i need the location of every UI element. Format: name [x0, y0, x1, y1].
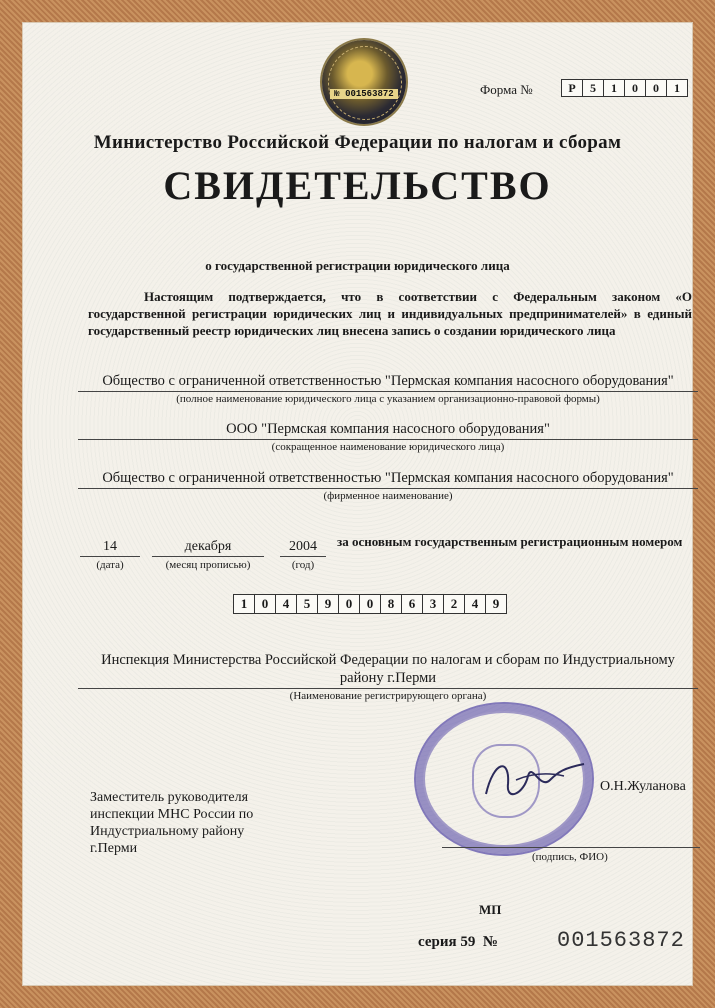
reg-month-value: декабря	[184, 539, 232, 554]
handwritten-signature	[480, 750, 590, 810]
authority-caption: (Наименование регистрирующего органа)	[289, 690, 487, 702]
firm-name-caption: (фирменное наименование)	[323, 490, 453, 502]
certificate-sheet	[22, 22, 693, 986]
reg-year-rule	[280, 556, 326, 557]
certificate-number: 001563872	[557, 928, 685, 953]
form-label: Форма №	[480, 82, 533, 97]
reg-day-caption: (дата)	[96, 559, 124, 571]
form-code-cell: 0	[645, 79, 667, 97]
authority-name-line2: району г.Перми	[339, 670, 437, 686]
reg-day-rule	[80, 556, 140, 557]
ogrn-digit: 6	[401, 594, 423, 614]
number-sign: №	[482, 934, 498, 950]
position-line: инспекции МНС России по	[90, 807, 254, 822]
short-name-rule	[78, 439, 698, 440]
authority-rule	[78, 688, 698, 689]
ogrn-digit: 0	[254, 594, 276, 614]
ogrn-digit: 9	[485, 594, 507, 614]
series-value: 59	[460, 934, 476, 950]
position-line: г.Перми	[90, 841, 138, 856]
authority-name-line1: Инспекция Министерства Российской Федерации по налогам и сборам по Индустриальному	[101, 652, 675, 668]
ogrn-digit: 3	[422, 594, 444, 614]
full-name-value: Общество с ограниченной ответственностью "Пермская компания насосного оборудования"	[102, 373, 674, 389]
reg-year-caption: (год)	[291, 559, 315, 571]
full-name-rule	[78, 391, 698, 392]
signatory-name: О.Н.Жуланова	[600, 779, 686, 794]
firm-name-rule	[78, 488, 698, 489]
ogrn-number	[234, 594, 507, 614]
reg-day-value: 14	[103, 539, 117, 554]
ogrn-digit: 4	[275, 594, 297, 614]
ogrn-digit: 0	[359, 594, 381, 614]
form-code-cell: Р	[561, 79, 583, 97]
firm-name-value: Общество с ограниченной ответственностью "Пермская компания насосного оборудования"	[102, 470, 674, 486]
reg-year-value: 2004	[289, 539, 317, 554]
reg-month-rule	[152, 556, 264, 557]
certificate-title: СВИДЕТЕЛЬСТВО	[163, 163, 552, 208]
short-name-value: ООО "Пермская компания насосного оборудования"	[226, 421, 550, 437]
authority-field	[78, 651, 698, 689]
series-line	[418, 934, 498, 951]
full-name-caption: (полное наименование юридического лица с указанием организационно-правовой формы)	[176, 393, 600, 405]
ministry-heading: Министерство Российской Федерации по налогам и сборам	[93, 132, 622, 153]
ogrn-digit: 8	[380, 594, 402, 614]
short-name-caption: (сокращенное наименование юридического лица)	[271, 441, 505, 453]
certificate-subtitle: о государственной регистрации юридического лица	[205, 258, 510, 273]
ogrn-digit: 4	[464, 594, 486, 614]
reg-month-caption: (месяц прописью)	[165, 559, 251, 571]
hologram-seal	[322, 40, 406, 124]
signatory-position	[90, 789, 290, 857]
statement-body: Настоящим подтверждается, что в соответствии с Федеральным законом «О государственной регистрации юридических лиц и индивидуальных предпринимателей» в единый государственный реестр юридических лиц внесена запись о создании юридического лица	[88, 289, 692, 338]
form-code	[562, 79, 688, 97]
reg-month	[152, 539, 264, 557]
signature-rule	[442, 847, 700, 848]
ogrn-digit: 0	[338, 594, 360, 614]
seal-place-label: МП	[479, 902, 502, 917]
reg-year	[280, 539, 326, 557]
hologram-ring	[328, 46, 402, 120]
full-name-field	[78, 373, 698, 392]
reg-day	[80, 539, 140, 557]
signature-caption: (подпись, ФИО)	[532, 851, 608, 863]
ogrn-digit: 1	[233, 594, 255, 614]
form-code-cell: 0	[624, 79, 646, 97]
ogrn-digit: 5	[296, 594, 318, 614]
firm-name-field	[78, 470, 698, 489]
hologram-number: № 001563872	[330, 89, 398, 99]
short-name-field	[78, 421, 698, 440]
main-reg-number-label: за основным государственным регистрационным номером	[337, 534, 683, 549]
series-label: серия	[418, 934, 457, 950]
statement-text	[88, 288, 692, 339]
ogrn-digit: 2	[443, 594, 465, 614]
form-code-cell: 1	[666, 79, 688, 97]
ogrn-digit: 9	[317, 594, 339, 614]
form-code-cell: 1	[603, 79, 625, 97]
position-line: Индустриальному району	[90, 824, 245, 839]
form-code-cell: 5	[582, 79, 604, 97]
position-line: Заместитель руководителя	[90, 790, 249, 805]
